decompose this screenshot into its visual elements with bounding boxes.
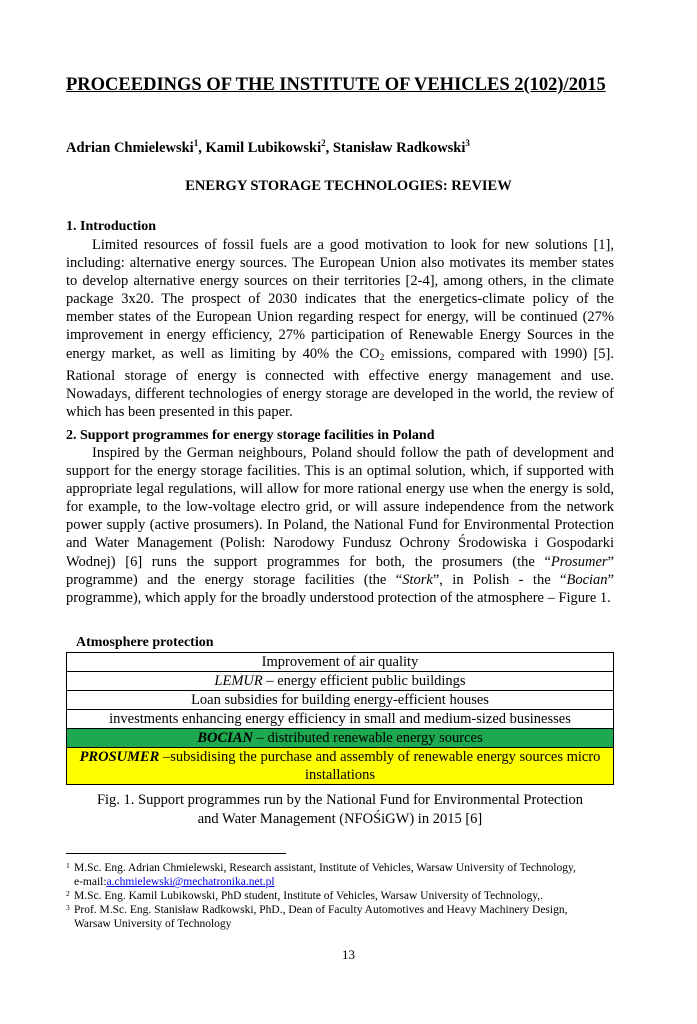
section-heading-support-programmes: 2. Support programmes for energy storage facilities in Poland xyxy=(66,428,435,443)
table-cell xyxy=(67,729,614,748)
author-separator: , xyxy=(198,139,206,156)
footnote-text: M.Sc. Eng. Kamil Lubikowski, PhD student, Institute of Vehicles, Warsaw University of Technology,. xyxy=(74,890,543,902)
introduction-paragraph xyxy=(66,236,614,421)
programme-name: Prosumer xyxy=(550,553,608,570)
footnote-text: M.Sc. Eng. Adrian Chmielewski, Research assistant, Institute of Vehicles, Warsaw University of Technology, xyxy=(74,862,576,874)
author-separator: , xyxy=(325,139,333,156)
programme-name: Bocian xyxy=(566,571,608,588)
cell-text: – distributed renewable energy sources xyxy=(252,730,483,746)
email-link[interactable]: a.chmielewski@mechatronika.net.pl xyxy=(106,876,275,888)
table-row xyxy=(67,710,614,729)
table-cell: Loan subsidies for building energy-efficient houses xyxy=(67,691,614,710)
programme-name: Stork xyxy=(402,571,433,588)
body-text: ” programme) and the energy storage facilities (the “ xyxy=(66,553,614,588)
section-heading-introduction: 1. Introduction xyxy=(66,219,156,234)
table-row-bocian xyxy=(67,729,614,748)
programme-name: BOCIAN xyxy=(197,730,253,746)
footnote-mark: 2 xyxy=(321,138,326,148)
page-number: 13 xyxy=(342,947,355,962)
footnote-mark: 1 xyxy=(66,861,70,870)
subscript: 2 xyxy=(379,352,385,363)
table-cell: Improvement of air quality xyxy=(67,653,614,672)
programmes-table xyxy=(66,652,614,785)
programme-name: PROSUMER xyxy=(79,749,160,765)
footnote xyxy=(66,861,626,889)
author-name: Kamil Lubikowski xyxy=(205,139,322,156)
author-name: Adrian Chmielewski xyxy=(66,139,194,156)
footnote xyxy=(66,903,626,931)
table-row-prosumer xyxy=(67,748,614,785)
author-name: Stanisław Radkowski xyxy=(332,139,466,156)
caption-line: Fig. 1. Support programmes run by the National Fund for Environmental Protection xyxy=(96,792,584,808)
cell-text: – energy efficient public buildings xyxy=(262,673,466,689)
footnotes xyxy=(66,861,626,931)
programme-name: LEMUR xyxy=(214,673,263,689)
footnote-divider xyxy=(66,853,286,854)
body-text: emissions, compared with 1990) [5]. Rational storage of energy is connected with effective energy management and use. Nowadays, different technologies of energy storage are developed in the world, the review of which has been presented in this paper. xyxy=(66,345,614,420)
body-text: Limited resources of fossil fuels are a good motivation to look for new solutions [1], including: alternative energy sources. The European Union also motivates its member states to develop alternative energy sources on their territories [2-4], among others, in the climate package 3x20. The prospect of 2030 indicates that the energetics-climate policy of the member states of the European Union regarding respect for energy, will be continued (27% improvement in energy efficiency, 27% participation of Renewable Energy Sources in the energy market, as well as limiting by 40% the CO xyxy=(66,237,614,362)
caption-line: and Water Management (NFOŚiGW) in 2015 [6] xyxy=(197,811,483,827)
figure-caption xyxy=(66,791,614,829)
footnote-text: Prof. M.Sc. Eng. Stanisław Radkowski, PhD., Dean of Faculty Automotives and Heavy Machinery Design, xyxy=(74,904,568,916)
body-text: ”, in Polish - the “ xyxy=(432,571,567,588)
table-row xyxy=(67,672,614,691)
footnote xyxy=(66,889,626,903)
body-text: Inspired by the German neighbours, Poland should follow the path of development and support for the energy storage facilities. This is an optimal solution, which, if supported with appropriate legal regulations, will allow for more rational energy use when the energy is sold, for example, to the low-voltage electro grid, or will assure independence from the network power supply (active prosumers). In Poland, the National Fund for Environmental Protection and Water Management (Polish: Narodowy Fundusz Ochrony Środowiska i Gospodarki Wodnej) [6] runs the support programmes for both, the prosumers (the “ xyxy=(66,445,614,570)
table-row xyxy=(67,691,614,710)
table-cell xyxy=(67,672,614,691)
footnote-mark: 3 xyxy=(66,903,70,912)
body-text: ” programme), which apply for the broadly understood protection of the atmosphere – Figure 1. xyxy=(66,571,614,606)
paper-title: ENERGY STORAGE TECHNOLOGIES: REVIEW xyxy=(185,178,512,194)
table-row xyxy=(67,653,614,672)
email-label: e-mail: xyxy=(74,876,107,888)
table-title: Atmosphere protection xyxy=(76,635,214,650)
footnote-mark: 1 xyxy=(193,138,199,148)
table-cell xyxy=(67,748,614,785)
journal-title: PROCEEDINGS OF THE INSTITUTE OF VEHICLES 2(102)/2015 xyxy=(66,75,606,95)
author-list xyxy=(66,138,470,157)
support-programmes-paragraph xyxy=(66,444,614,607)
footnote-mark: 2 xyxy=(66,889,70,898)
footnote-mark: 3 xyxy=(465,138,470,148)
cell-text: –subsidising the purchase and assembly of renewable energy sources micro installations xyxy=(159,749,601,783)
footnote-text: Warsaw University of Technology xyxy=(74,918,232,930)
table-cell: investments enhancing energy efficiency in small and medium-sized businesses xyxy=(67,710,614,729)
